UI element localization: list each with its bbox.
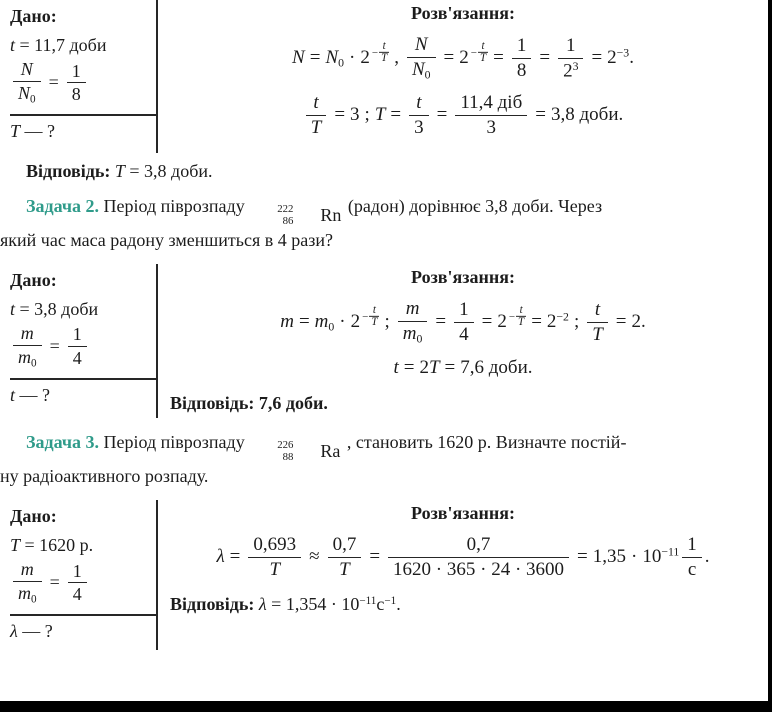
fraction-denominator: 4 bbox=[68, 346, 87, 368]
problem1-given-box bbox=[0, 0, 158, 153]
fraction-denominator: c bbox=[682, 557, 702, 580]
superscript: −3 bbox=[616, 46, 630, 60]
answer-value: = 1,354 · 10 bbox=[271, 593, 360, 614]
fraction bbox=[388, 535, 569, 580]
equals-sign: = bbox=[481, 310, 493, 332]
math-var: t bbox=[10, 298, 16, 319]
math-var: m bbox=[402, 322, 417, 344]
math-num: 2 bbox=[607, 46, 617, 68]
period: . bbox=[704, 545, 710, 567]
math-var: T bbox=[10, 534, 21, 555]
math-var: m bbox=[18, 346, 31, 367]
fraction bbox=[512, 36, 532, 81]
equals-sign: = bbox=[48, 72, 59, 93]
fraction-numerator: N bbox=[20, 59, 33, 79]
fraction bbox=[68, 562, 87, 605]
math-var: T bbox=[10, 120, 21, 141]
fraction-denominator: T bbox=[587, 322, 608, 345]
fraction-denominator bbox=[558, 58, 583, 81]
given-value bbox=[10, 35, 156, 56]
problem1-answer bbox=[26, 161, 768, 182]
element-symbol: Ra bbox=[320, 440, 341, 461]
exponent-fraction bbox=[362, 304, 379, 328]
minus-sign: − bbox=[470, 46, 477, 59]
minus-sign: − bbox=[508, 310, 516, 323]
fraction-numerator: m bbox=[405, 297, 420, 319]
math-var: N bbox=[18, 82, 31, 103]
fraction-numerator: m bbox=[20, 322, 34, 343]
math-var: t bbox=[481, 39, 485, 52]
task-number-label: Задача 3. bbox=[26, 431, 100, 452]
math-var: t bbox=[393, 356, 399, 378]
math-var: T bbox=[518, 316, 525, 329]
multiply-dot: · bbox=[349, 46, 356, 68]
exponent-fraction bbox=[372, 41, 389, 65]
fraction-denominator: 4 bbox=[68, 582, 87, 604]
superscript: −2 bbox=[556, 310, 569, 324]
problem3-statement bbox=[0, 430, 758, 490]
subscript: 0 bbox=[328, 320, 335, 334]
fraction bbox=[558, 36, 583, 81]
answer-label: Відповідь: bbox=[170, 392, 255, 413]
fraction bbox=[587, 300, 608, 345]
given-label: Дано: bbox=[10, 505, 57, 526]
fraction-numerator: 1 bbox=[459, 298, 469, 320]
given-text: = 3,8 доби bbox=[19, 298, 99, 319]
subscript: 0 bbox=[30, 93, 36, 106]
fraction-numerator: 11,4 діб bbox=[460, 91, 523, 113]
math-num: 10 bbox=[642, 545, 662, 567]
fraction bbox=[306, 93, 327, 138]
equals-sign: = bbox=[298, 310, 310, 332]
problem2-given-box bbox=[0, 264, 158, 418]
math-num: 2 bbox=[497, 310, 507, 332]
math-var: λ bbox=[216, 545, 225, 567]
given-value bbox=[10, 299, 156, 320]
given-label: Дано: bbox=[10, 269, 57, 290]
fraction bbox=[328, 535, 362, 580]
comma: , bbox=[394, 46, 399, 68]
result-value: 3,8 доби. bbox=[550, 103, 624, 125]
fraction bbox=[13, 560, 42, 606]
formula-line bbox=[168, 535, 758, 580]
formula-line bbox=[168, 299, 758, 346]
fraction-numerator: t bbox=[594, 298, 601, 320]
unknown-line bbox=[10, 378, 156, 408]
period: . bbox=[629, 46, 634, 68]
formula-line bbox=[168, 35, 758, 82]
math-var: T bbox=[381, 52, 388, 65]
problem1-worked-block bbox=[0, 0, 768, 153]
equals-sign: = bbox=[435, 310, 447, 332]
fraction-numerator: 1 bbox=[71, 60, 81, 81]
math-num: 2 bbox=[563, 60, 573, 82]
fraction-denominator bbox=[398, 321, 428, 346]
fraction bbox=[409, 93, 429, 138]
task-text: , становить 1620 р. Визначте постій- bbox=[342, 431, 627, 452]
math-var: T bbox=[371, 316, 378, 329]
fraction bbox=[455, 93, 527, 138]
task-number-label: Задача 2. bbox=[26, 195, 100, 216]
fraction-denominator: 8 bbox=[512, 58, 532, 81]
subscript: 0 bbox=[31, 357, 37, 370]
nuclide-notation bbox=[251, 203, 341, 229]
math-var: t bbox=[10, 35, 16, 55]
superscript: −1 bbox=[384, 594, 397, 607]
subscript: 0 bbox=[424, 68, 431, 82]
solution-label: Розв'язання: bbox=[411, 502, 515, 523]
answer-label: Відповідь: bbox=[170, 593, 255, 614]
equals-sign: = bbox=[577, 545, 588, 567]
math-var: N bbox=[292, 46, 305, 68]
given-ratio bbox=[10, 60, 156, 106]
superscript: −11 bbox=[359, 594, 377, 607]
equals-sign: = bbox=[444, 356, 456, 378]
fraction bbox=[68, 325, 87, 368]
fraction-denominator: 4 bbox=[454, 322, 474, 345]
math-var: m bbox=[18, 582, 31, 603]
problem2-answer bbox=[170, 393, 758, 414]
period: . bbox=[641, 310, 646, 332]
answer-value: = 3,8 доби. bbox=[129, 160, 213, 181]
problem2-solution bbox=[158, 264, 768, 418]
atomic-number: 86 bbox=[282, 214, 294, 227]
mass-number: 226 bbox=[277, 438, 294, 451]
semicolon: ; bbox=[384, 310, 390, 332]
problem1-solution bbox=[158, 0, 768, 153]
math-num: 2 bbox=[546, 310, 557, 332]
given-value bbox=[10, 535, 156, 556]
given-ratio bbox=[10, 324, 156, 370]
math-num: 2 bbox=[419, 356, 429, 378]
fraction-denominator: T bbox=[248, 557, 301, 580]
formula-line bbox=[168, 357, 758, 379]
math-var: N bbox=[411, 58, 425, 80]
equals-sign: = bbox=[493, 46, 504, 68]
problem3-answer bbox=[170, 594, 758, 615]
fraction-denominator: 1620 · 365 · 24 · 3600 bbox=[388, 557, 569, 580]
multiply-dot: · bbox=[631, 545, 638, 567]
equals-sign: = bbox=[403, 356, 415, 378]
fraction bbox=[67, 62, 86, 105]
unknown-line bbox=[10, 614, 156, 644]
period: . bbox=[396, 593, 401, 614]
math-var: m bbox=[314, 310, 329, 332]
equals-sign: = bbox=[531, 310, 542, 332]
fraction-denominator: 8 bbox=[67, 82, 86, 104]
math-num: 3 bbox=[350, 103, 360, 125]
equals-sign: = bbox=[591, 46, 603, 68]
fraction-denominator bbox=[13, 345, 42, 370]
solution-label: Розв'язання: bbox=[411, 266, 515, 287]
math-var: λ bbox=[10, 620, 18, 641]
math-var: t bbox=[10, 384, 16, 405]
equals-sign: = bbox=[390, 103, 402, 125]
fraction-denominator: T bbox=[328, 557, 362, 580]
minus-sign: − bbox=[362, 310, 369, 323]
fraction bbox=[248, 535, 301, 580]
given-text: = 11,7 доби bbox=[19, 35, 107, 55]
equals-sign: = bbox=[369, 545, 381, 567]
page-bottom-border bbox=[0, 701, 768, 712]
equals-sign: = bbox=[309, 46, 321, 68]
task-text: який час маса радону зменшиться в 4 рази? bbox=[0, 230, 333, 251]
fraction-denominator: T bbox=[306, 115, 327, 138]
fraction-numerator: 1 bbox=[687, 533, 697, 555]
equals-sign: = bbox=[49, 336, 60, 357]
math-num: 2 bbox=[360, 46, 370, 68]
element-symbol: Rn bbox=[320, 204, 342, 225]
task-text: Період піврозпаду bbox=[103, 431, 245, 452]
superscript: −11 bbox=[661, 545, 680, 559]
unknown-text: — ? bbox=[19, 384, 51, 405]
math-var: m bbox=[280, 310, 294, 332]
fraction-numerator: 0,7 bbox=[332, 533, 357, 555]
fraction-denominator bbox=[13, 581, 42, 606]
subscript: 0 bbox=[338, 56, 345, 70]
exponent-fraction bbox=[509, 304, 526, 328]
fraction-numerator: 1 bbox=[72, 324, 82, 345]
equals-sign: = bbox=[539, 46, 551, 68]
given-label: Дано: bbox=[10, 6, 57, 26]
fraction-denominator: 3 bbox=[455, 115, 527, 138]
math-var: t bbox=[519, 303, 523, 316]
semicolon: ; bbox=[364, 103, 370, 125]
mass-number: 222 bbox=[277, 202, 294, 215]
problem3-worked-block bbox=[0, 500, 768, 650]
fraction bbox=[682, 535, 702, 580]
fraction-numerator: N bbox=[414, 34, 428, 55]
equals-sign: = bbox=[229, 545, 241, 567]
fraction-numerator: t bbox=[313, 91, 319, 113]
equals-sign: = bbox=[615, 310, 627, 332]
given-ratio bbox=[10, 560, 156, 606]
equals-sign: = bbox=[436, 103, 448, 125]
problem3-given-box bbox=[0, 500, 158, 650]
fraction bbox=[398, 299, 428, 346]
math-num: 1,35 bbox=[592, 545, 626, 567]
fraction-numerator: 0,693 bbox=[253, 533, 297, 555]
solution-label: Розв'язання: bbox=[411, 3, 515, 23]
math-var: N bbox=[325, 46, 339, 68]
answer-unit: с bbox=[376, 593, 385, 614]
math-var: λ bbox=[258, 593, 267, 614]
problem2-statement bbox=[0, 194, 758, 254]
subscript: 0 bbox=[31, 593, 37, 606]
formula-line bbox=[168, 93, 758, 138]
approx-sign: ≈ bbox=[309, 545, 320, 567]
math-var: T bbox=[428, 356, 440, 378]
fraction-denominator: 3 bbox=[409, 115, 429, 138]
equals-sign: = bbox=[334, 103, 346, 125]
nuclide-notation bbox=[251, 439, 340, 465]
given-text: = 1620 р. bbox=[24, 534, 94, 555]
task-text: ну радіоактивного розпаду. bbox=[0, 466, 209, 487]
math-var: t bbox=[372, 303, 376, 316]
math-var: T bbox=[479, 52, 487, 65]
equals-sign: = bbox=[535, 103, 546, 125]
fraction-numerator: m bbox=[20, 558, 34, 579]
problem3-solution bbox=[158, 500, 768, 650]
math-var: t bbox=[382, 39, 386, 52]
fraction-numerator: 1 bbox=[72, 560, 82, 581]
task-text: (радон) дорівнює 3,8 доби. Через bbox=[343, 195, 603, 216]
math-num: 2 bbox=[350, 310, 361, 332]
fraction-numerator: 1 bbox=[566, 34, 576, 56]
fraction-numerator: 1 bbox=[516, 34, 527, 56]
fraction-denominator bbox=[407, 57, 436, 82]
unknown-text: — ? bbox=[22, 620, 53, 641]
superscript: 3 bbox=[572, 59, 579, 73]
equals-sign: = bbox=[443, 46, 455, 68]
math-var: T bbox=[114, 160, 125, 181]
fraction-numerator: 0,7 bbox=[466, 533, 491, 555]
fraction bbox=[454, 300, 474, 345]
fraction bbox=[13, 60, 41, 106]
unknown-text: — ? bbox=[24, 120, 56, 141]
answer-value: 7,6 доби. bbox=[258, 392, 328, 413]
fraction-denominator bbox=[13, 81, 41, 106]
equals-sign: = bbox=[49, 572, 60, 593]
problem2-worked-block bbox=[0, 264, 768, 418]
multiply-dot: · bbox=[339, 310, 346, 332]
math-num: 2 bbox=[631, 310, 642, 332]
fraction-numerator: t bbox=[416, 91, 422, 113]
subscript: 0 bbox=[416, 332, 423, 346]
exponent-fraction bbox=[471, 41, 488, 65]
math-num: 2 bbox=[459, 46, 469, 68]
answer-label: Відповідь: bbox=[26, 160, 111, 181]
minus-sign: − bbox=[371, 46, 379, 59]
task-text: Період піврозпаду bbox=[103, 195, 245, 216]
fraction bbox=[13, 324, 42, 370]
semicolon: ; bbox=[573, 310, 580, 332]
math-var: T bbox=[374, 103, 386, 125]
fraction bbox=[407, 35, 436, 82]
unknown-line bbox=[10, 114, 156, 144]
result-value: 7,6 доби. bbox=[460, 356, 533, 378]
atomic-number: 88 bbox=[282, 450, 294, 463]
